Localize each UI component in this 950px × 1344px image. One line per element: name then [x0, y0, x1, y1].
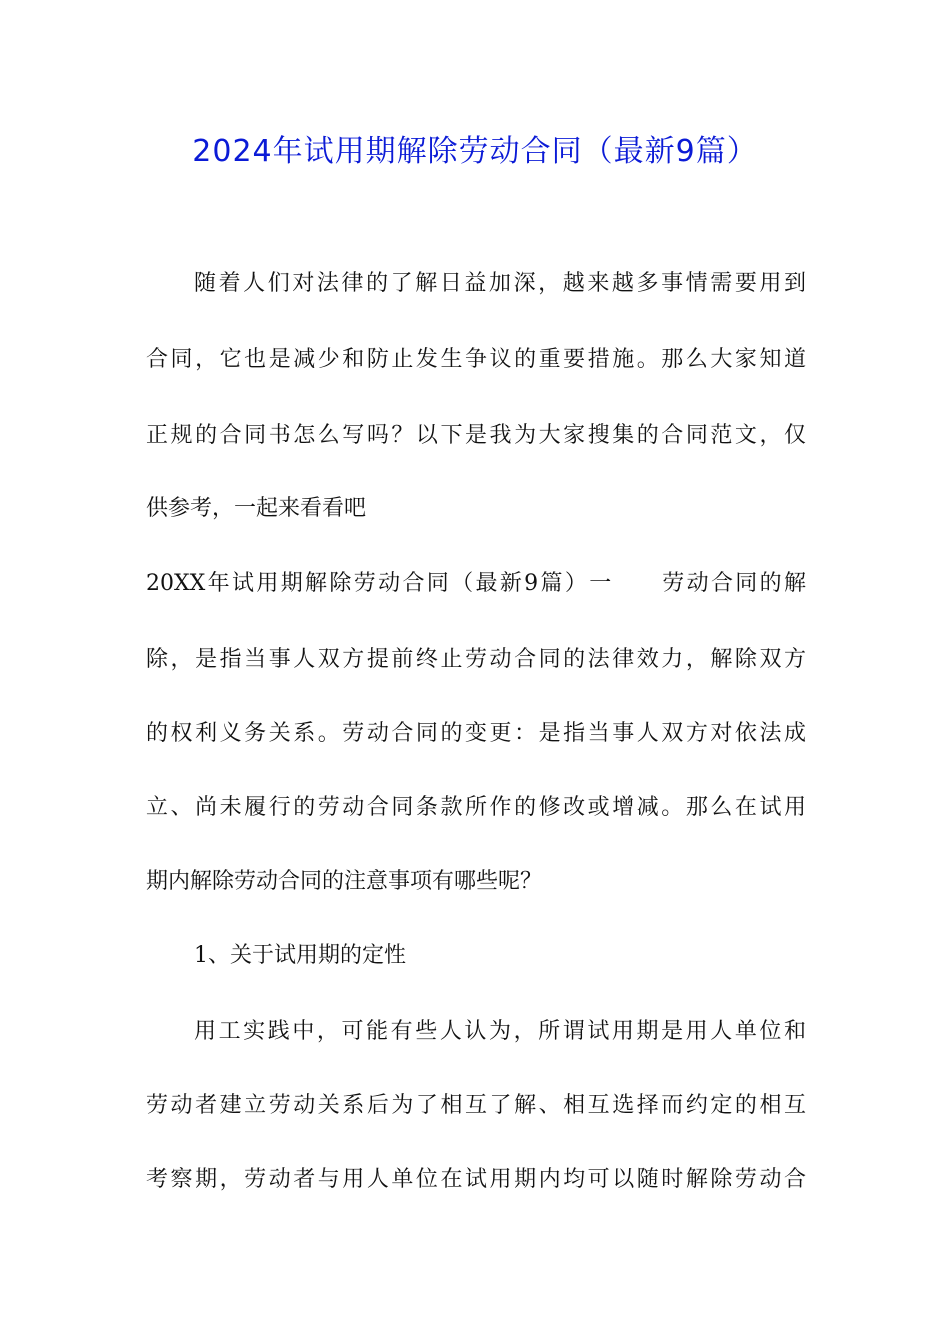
paragraph-line: 用工实践中，可能有些人认为，所谓试用期是用人单位和: [194, 1019, 806, 1044]
subheading-line: 1、关于试用期的定性: [194, 943, 406, 968]
paragraph-line: 考察期，劳动者与用人单位在试用期内均可以随时解除劳动合: [146, 1167, 806, 1192]
paragraph-line: 的权利义务关系。劳动合同的变更：是指当事人双方对依法成: [146, 721, 806, 746]
paragraph-line: 随着人们对法律的了解日益加深，越来越多事情需要用到: [194, 271, 806, 296]
paragraph-line: 劳动者建立劳动关系后为了相互了解、相互选择而约定的相互: [146, 1093, 806, 1118]
paragraph-line: 立、尚未履行的劳动合同条款所作的修改或增减。那么在试用: [146, 795, 806, 820]
paragraph-line: 正规的合同书怎么写吗？以下是我为大家搜集的合同范文，仅: [146, 423, 806, 448]
section-heading-line: 20XX年试用期解除劳动合同（最新9篇）一 劳动合同的解: [146, 571, 806, 596]
paragraph-line: 供参考，一起来看看吧: [146, 496, 367, 521]
paragraph-line: 期内解除劳动合同的注意事项有哪些呢？: [146, 869, 543, 894]
paragraph-line: 合同，它也是减少和防止发生争议的重要措施。那么大家知道: [146, 347, 806, 372]
document-title: 2024年试用期解除劳动合同（最新9篇）: [192, 134, 758, 169]
paragraph-line: 除，是指当事人双方提前终止劳动合同的法律效力，解除双方: [146, 647, 806, 672]
